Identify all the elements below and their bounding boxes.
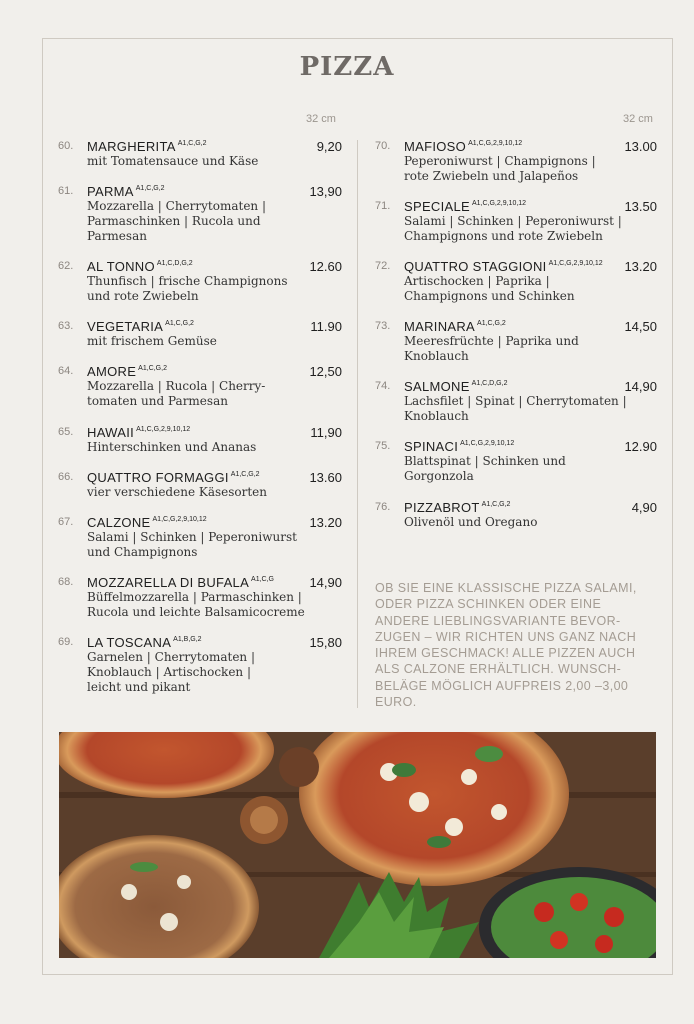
item-description <box>87 274 288 304</box>
item-number: 70. <box>375 140 391 152</box>
item-description-line: rote Zwiebeln und Jalapeños <box>404 169 579 183</box>
item-description-line: leicht und pikant <box>87 680 191 694</box>
item-allergens: A1,C,G <box>251 576 274 583</box>
item-description-line: Hinterschinken und Ananas <box>87 440 257 454</box>
item-description-line: Artischocken | Paprika | <box>404 274 550 288</box>
item-price: 13.50 <box>624 199 657 214</box>
item-description-line: mit frischem Gemüse <box>87 334 217 348</box>
item-description-line: Rucola und leichte Balsamicocreme <box>87 605 305 619</box>
item-number: 66. <box>58 471 74 483</box>
item-name <box>404 439 514 454</box>
item-description-line: Parmaschinken | Rucola und <box>87 214 261 228</box>
item-description <box>87 530 297 560</box>
item-price: 15,80 <box>309 635 342 650</box>
item-description-line: und Champignons <box>87 545 198 559</box>
item-name <box>87 364 167 379</box>
item-number: 63. <box>58 320 74 332</box>
item-allergens: A1,C,G,2 <box>177 140 207 147</box>
item-description <box>404 214 622 244</box>
item-number: 72. <box>375 260 391 272</box>
item-name <box>87 319 194 334</box>
item-price: 13.20 <box>309 515 342 530</box>
item-description-line: Knoblauch <box>404 349 469 363</box>
item-name-text: MAFIOSO <box>404 139 467 154</box>
item-allergens: A1,C,G,2 <box>230 471 260 478</box>
item-price: 11.90 <box>310 319 342 334</box>
column-divider <box>357 140 358 708</box>
item-number: 69. <box>58 636 74 648</box>
item-allergens: A1,C,G,2 <box>138 365 167 372</box>
item-name-text: HAWAII <box>87 425 135 440</box>
item-description-line: Champignons und rote Zwiebeln <box>404 229 603 243</box>
item-description-line: Mozzarella | Cherrytomaten | <box>87 199 267 213</box>
item-name-text: MARGHERITA <box>87 139 176 154</box>
item-description-line: Thunfisch | frische Champignons <box>87 274 288 288</box>
item-number: 74. <box>375 380 391 392</box>
item-name-text: LA TOSCANA <box>87 635 172 650</box>
item-number: 68. <box>58 576 74 588</box>
item-allergens: A1,B,G,2 <box>173 636 202 643</box>
item-name <box>404 139 522 154</box>
item-price: 14,50 <box>624 319 657 334</box>
item-name <box>87 575 274 590</box>
item-name-text: MARINARA <box>404 319 476 334</box>
item-allergens: A1,C,D,G,2 <box>471 380 508 387</box>
item-description-line: und rote Zwiebeln <box>87 289 199 303</box>
item-name-text: QUATTRO STAGGIONI <box>404 259 547 274</box>
item-name-text: SPECIALE <box>404 199 470 214</box>
item-allergens: A1,C,G,2 <box>165 320 194 327</box>
menu-note: OB SIE EINE KLASSISCHE PIZZA SALAMI, ODER PIZZA SCHINKEN ODER EINE ANDERE LIEBLINGSVARIANTE BEVOR-ZUGEN – WIR RICHTEN UNS GANZ NACH IHREM GESCHMACK! ALLE PIZZEN AUCH ALS CALZONE ERHÄLTLICH. WUNSCH-BELÄGE MÖGLICH AUFPREIS 2,00 –3,00 EURO. <box>375 581 637 710</box>
item-name <box>87 259 193 274</box>
size-label-right: 32 cm <box>623 113 653 125</box>
item-name-text: AL TONNO <box>87 259 155 274</box>
item-allergens: A1,C,G,2,9,10,12 <box>460 440 515 447</box>
item-name <box>87 515 207 530</box>
item-name-text: AMORE <box>87 364 137 379</box>
item-name <box>404 199 526 214</box>
item-name-text: VEGETARIA <box>87 319 164 334</box>
item-description <box>87 199 266 244</box>
item-allergens: A1,C,G,2,9,10,12 <box>468 140 523 147</box>
item-allergens: A1,C,G,2 <box>481 501 511 508</box>
item-name <box>404 379 507 394</box>
item-price: 12,50 <box>309 364 342 379</box>
item-price: 13,90 <box>309 184 342 199</box>
item-description <box>404 154 596 184</box>
item-number: 73. <box>375 320 391 332</box>
item-description <box>87 440 256 455</box>
item-price: 13.60 <box>309 470 342 485</box>
item-description-line: Parmesan <box>87 229 147 243</box>
item-description <box>87 334 217 349</box>
item-name-text: QUATTRO FORMAGGI <box>87 470 229 485</box>
item-name-text: PARMA <box>87 184 134 199</box>
item-name <box>87 425 190 440</box>
item-description-line: tomaten und Parmesan <box>87 394 228 408</box>
item-price: 11,90 <box>310 425 342 440</box>
item-name <box>404 319 506 334</box>
item-allergens: A1,C,G,2,9,10,12 <box>548 260 603 267</box>
item-name <box>404 259 603 274</box>
item-description <box>87 590 305 620</box>
item-name <box>87 184 165 199</box>
size-label-left: 32 cm <box>306 113 336 125</box>
item-description-line: Knoblauch <box>404 409 469 423</box>
item-description-line: mit Tomatensauce und Käse <box>87 154 259 168</box>
item-price: 14,90 <box>309 575 342 590</box>
item-description-line: Olivenöl und Oregano <box>404 515 538 529</box>
item-number: 75. <box>375 440 391 452</box>
item-price: 12.90 <box>624 439 657 454</box>
item-name-text: MOZZARELLA DI BUFALA <box>87 575 250 590</box>
item-description <box>404 334 579 364</box>
item-description-line: Knoblauch | Artischocken | <box>87 665 252 679</box>
item-description-line: Mozzarella | Rucola | Cherry- <box>87 379 266 393</box>
item-description-line: Peperoniwurst | Champignons | <box>404 154 596 168</box>
item-number: 62. <box>58 260 74 272</box>
item-name <box>87 470 260 485</box>
item-allergens: A1,C,G,2,9,10,12 <box>471 200 527 207</box>
item-name-text: SPINACI <box>404 439 459 454</box>
item-description <box>87 650 255 695</box>
item-description <box>87 379 265 409</box>
item-allergens: A1,C,G,2,9,10,12 <box>136 426 191 433</box>
item-allergens: A1,C,D,G,2 <box>156 260 193 267</box>
item-name-text: PIZZABROT <box>404 500 480 515</box>
item-description-line: Champignons und Schinken <box>404 289 575 303</box>
item-number: 71. <box>375 200 391 212</box>
item-price: 4,90 <box>631 500 657 515</box>
item-description-line: Garnelen | Cherrytomaten | <box>87 650 255 664</box>
item-number: 60. <box>58 140 74 152</box>
item-description-line: Büffelmozzarella | Parmaschinken | <box>87 590 302 604</box>
item-number: 65. <box>58 426 74 438</box>
item-description-line: Lachsfilet | Spinat | Cherrytomaten | <box>404 394 627 408</box>
item-description <box>404 274 575 304</box>
item-price: 13.20 <box>624 259 657 274</box>
item-price: 9,20 <box>316 139 342 154</box>
item-description-line: vier verschiedene Käsesorten <box>87 485 268 499</box>
item-name <box>87 635 202 650</box>
item-description-line: Salami | Schinken | Peperoniwurst | <box>404 214 622 228</box>
item-price: 14,90 <box>624 379 657 394</box>
item-name-text: SALMONE <box>404 379 470 394</box>
item-price: 13.00 <box>624 139 657 154</box>
item-description <box>404 454 566 484</box>
item-description <box>87 485 267 500</box>
item-allergens: A1,C,G,2 <box>135 185 165 192</box>
item-name <box>404 500 510 515</box>
item-description-line: Gorgonzola <box>404 469 474 483</box>
pizza-photo <box>59 732 656 958</box>
item-description-line: Blattspinat | Schinken und <box>404 454 566 468</box>
item-number: 76. <box>375 501 391 513</box>
item-name <box>87 139 207 154</box>
item-name-text: CALZONE <box>87 515 151 530</box>
page-title: PIZZA <box>299 52 395 82</box>
item-number: 64. <box>58 365 74 377</box>
item-description-line: Salami | Schinken | Peperoniwurst <box>87 530 297 544</box>
item-allergens: A1,C,G,2,9,10,12 <box>152 516 207 523</box>
item-price: 12.60 <box>309 259 342 274</box>
item-description-line: Meeresfrüchte | Paprika und <box>404 334 579 348</box>
item-number: 61. <box>58 185 74 197</box>
item-description <box>404 515 537 530</box>
item-description <box>87 154 258 169</box>
item-number: 67. <box>58 516 74 528</box>
item-allergens: A1,C,G,2 <box>477 320 506 327</box>
item-description <box>404 394 627 424</box>
